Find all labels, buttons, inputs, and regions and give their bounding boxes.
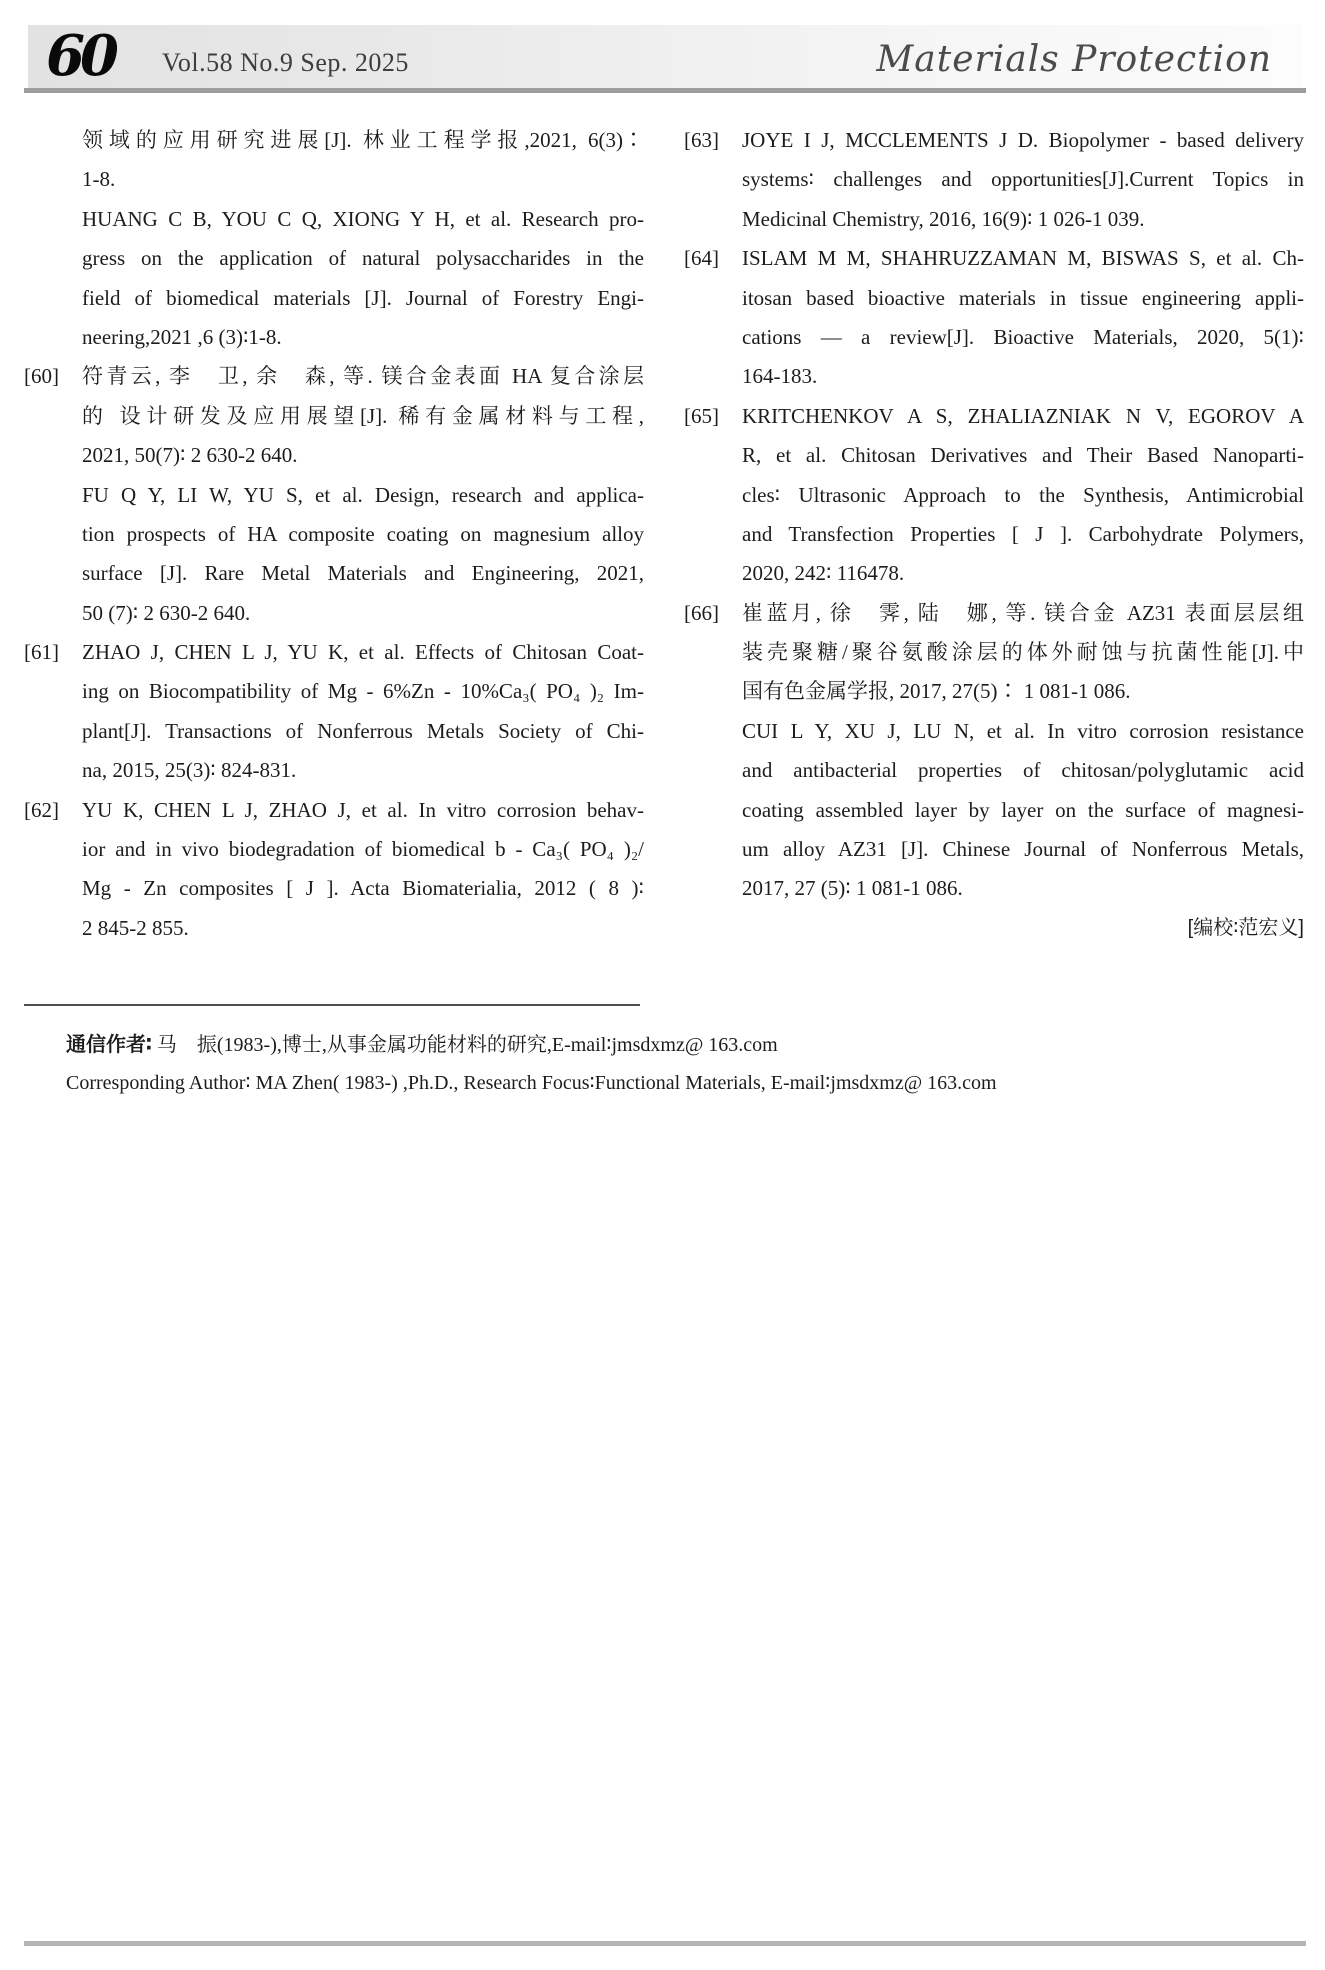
reference-line xyxy=(82,515,644,554)
reference-marker: [61] xyxy=(24,640,59,665)
reference-text: itosan based bioactive materials in tissue engineering appli- xyxy=(742,285,1304,310)
reference-line xyxy=(24,791,644,830)
reference-line xyxy=(742,515,1304,554)
reference-line xyxy=(82,318,644,357)
reference-text: surface [J]. Rare Metal Materials and Engineering, 2021, xyxy=(82,561,644,586)
references-right-column xyxy=(684,121,1304,948)
reference-text: Medicinal Chemistry, 2016, 16(9)∶ 1 026-1 039. xyxy=(742,206,1145,231)
footer-rule xyxy=(24,1941,1306,1946)
reference-text: ior and in vivo biodegradation of biomedical b - Ca₃( PO₄ )₂/ xyxy=(82,837,644,862)
reference-line xyxy=(742,751,1304,790)
reference-line xyxy=(82,279,644,318)
reference-line xyxy=(82,830,644,869)
reference-text: 164-183. xyxy=(742,364,818,389)
reference-text: 1-8. xyxy=(82,167,116,192)
reference-line xyxy=(82,909,644,948)
page-number: 60 xyxy=(46,22,114,89)
reference-line xyxy=(684,121,1304,160)
reference-line xyxy=(742,672,1304,711)
corresponding-author-label: 通信作者∶ xyxy=(66,1034,152,1056)
reference-marker: [60] xyxy=(24,364,59,389)
reference-line xyxy=(742,200,1304,239)
reference-text: gress on the application of natural polysaccharides in the xyxy=(82,246,644,271)
reference-text: JOYE I J, MCCLEMENTS J D. Biopolymer - based delivery xyxy=(742,128,1304,152)
reference-text: ing on Biocompatibility of Mg - 6%Zn - 10%Ca₃( PO₄ )₂ Im- xyxy=(82,679,644,704)
reference-text: 2020, 242∶ 116478. xyxy=(742,561,905,586)
reference-text: 装壳聚糖/聚谷氨酸涂层的体外耐蚀与抗菌性能[J].中 xyxy=(742,640,1304,665)
reference-text: coating assembled layer by layer on the surface of magnesi- xyxy=(742,797,1304,822)
reference-text: ISLAM M M, SHAHRUZZAMAN M, BISWAS S, et al. Ch- xyxy=(742,246,1304,271)
reference-line xyxy=(742,476,1304,515)
reference-text: na, 2015, 25(3)∶ 824-831. xyxy=(82,758,297,783)
reference-line xyxy=(742,869,1304,908)
reference-text: HUANG C B, YOU C Q, XIONG Y H, et al. Research pro- xyxy=(82,206,644,231)
reference-marker: [62] xyxy=(24,797,59,822)
reference-text: and antibacterial properties of chitosan/polyglutamic acid xyxy=(742,758,1304,783)
reference-line xyxy=(742,554,1304,593)
reference-line xyxy=(684,397,1304,436)
reference-text: 领域的应用研究进展[J]. 林业工程学报,2021, 6(3)∶ xyxy=(82,128,644,152)
reference-marker: [66] xyxy=(684,600,719,625)
reference-line xyxy=(82,397,644,436)
reference-line xyxy=(742,830,1304,869)
header-rule xyxy=(24,88,1306,93)
reference-line xyxy=(82,594,644,633)
corresponding-author-cn-text: 马 振(1983-),博士,从事金属功能材料的研究,E-mail∶jmsdxmz@ 163.com xyxy=(151,1034,778,1056)
reference-line xyxy=(82,751,644,790)
reference-line xyxy=(742,357,1304,396)
reference-line xyxy=(684,594,1304,633)
reference-text: tion prospects of HA composite coating on magnesium alloy xyxy=(82,521,644,546)
reference-text: YU K, CHEN L J, ZHAO J, et al. In vitro corrosion behav- xyxy=(82,797,644,822)
reference-line xyxy=(742,279,1304,318)
reference-text: Mg - Zn composites [ J ]. Acta Biomaterialia, 2012 ( 8 )∶ xyxy=(82,876,644,901)
footnote-divider xyxy=(24,1004,640,1006)
reference-line xyxy=(742,160,1304,199)
reference-line xyxy=(82,476,644,515)
reference-text: 2017, 27 (5)∶ 1 081-1 086. xyxy=(742,876,963,901)
editor-note-line xyxy=(742,909,1304,948)
reference-line xyxy=(82,160,644,199)
reference-text: 50 (7)∶ 2 630-2 640. xyxy=(82,600,251,625)
reference-line xyxy=(82,239,644,278)
reference-text: FU Q Y, LI W, YU S, et al. Design, research and applica- xyxy=(82,482,644,507)
reference-line xyxy=(82,436,644,475)
corresponding-author-en xyxy=(66,1069,997,1097)
header-band xyxy=(28,22,1302,89)
reference-text: 的 设计研发及应用展望[J]. 稀有金属材料与工程, xyxy=(82,403,644,428)
reference-text: field of biomedical materials [J]. Journal of Forestry Engi- xyxy=(82,285,644,310)
reference-line xyxy=(742,436,1304,475)
reference-line xyxy=(82,869,644,908)
reference-text: cations — a review[J]. Bioactive Materials, 2020, 5(1)∶ xyxy=(742,324,1304,349)
reference-line xyxy=(742,318,1304,357)
reference-text: KRITCHENKOV A S, ZHALIAZNIAK N V, EGOROV A xyxy=(742,403,1304,428)
corresponding-author-en-text: Corresponding Author∶ MA Zhen( 1983-) ,Ph.D., Research Focus∶Functional Materials, E-mail∶jmsdxmz@ 163.com xyxy=(66,1072,997,1094)
reference-text: CUI L Y, XU J, LU N, et al. In vitro corrosion resistance xyxy=(742,718,1304,743)
reference-text: systems∶ challenges and opportunities[J].Current Topics in xyxy=(742,167,1304,192)
reference-text: ZHAO J, CHEN L J, YU K, et al. Effects of Chitosan Coat- xyxy=(82,640,644,665)
reference-line xyxy=(742,712,1304,751)
journal-name: Materials Protection xyxy=(876,39,1272,80)
reference-line xyxy=(82,121,644,160)
reference-line xyxy=(684,239,1304,278)
reference-text: 崔蓝月, 徐 霁, 陆 娜, 等. 镁合金 AZ31 表面层层组 xyxy=(742,600,1304,625)
reference-text: 2021, 50(7)∶ 2 630-2 640. xyxy=(82,443,298,468)
reference-marker: [63] xyxy=(684,128,719,152)
reference-line xyxy=(24,633,644,672)
reference-text: cles∶ Ultrasonic Approach to the Synthesis, Antimicrobial xyxy=(742,482,1304,507)
reference-line xyxy=(82,554,644,593)
reference-text: plant[J]. Transactions of Nonferrous Metals Society of Chi- xyxy=(82,718,644,743)
reference-line xyxy=(82,200,644,239)
reference-text: and Transfection Properties [ J ]. Carbohydrate Polymers, xyxy=(742,521,1304,546)
reference-line xyxy=(742,791,1304,830)
reference-text: um alloy AZ31 [J]. Chinese Journal of Nonferrous Metals, xyxy=(742,837,1304,862)
reference-line xyxy=(82,672,644,711)
reference-text: 国有色金属学报, 2017, 27(5)∶ 1 081-1 086. xyxy=(742,679,1131,704)
reference-line xyxy=(24,357,644,396)
corresponding-author-cn xyxy=(66,1031,778,1059)
editor-note: [编校∶范宏义] xyxy=(1187,916,1304,939)
issue-info: Vol.58 No.9 Sep. 2025 xyxy=(161,47,409,77)
reference-line xyxy=(82,712,644,751)
reference-text: 符青云, 李 卫, 余 森, 等. 镁合金表面 HA 复合涂层 xyxy=(82,364,644,389)
reference-marker: [65] xyxy=(684,403,719,428)
reference-text: neering,2021 ,6 (3)∶1-8. xyxy=(82,324,282,349)
reference-text: 2 845-2 855. xyxy=(82,915,189,940)
reference-line xyxy=(742,633,1304,672)
reference-text: R, et al. Chitosan Derivatives and Their Based Nanoparti- xyxy=(742,443,1304,468)
references-left-column xyxy=(24,121,644,948)
reference-marker: [64] xyxy=(684,246,719,271)
